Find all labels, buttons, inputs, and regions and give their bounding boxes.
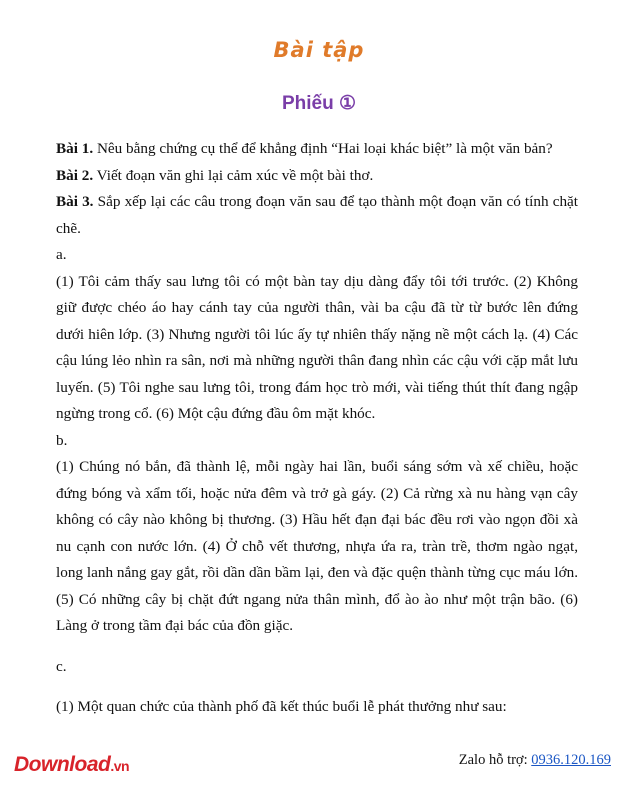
exercise-text: Viết đoạn văn ghi lại cảm xúc về một bài thơ. [96,166,374,184]
exercise-2 [56,163,578,190]
zalo-phone-link[interactable]: 0936.120.169 [531,752,611,768]
exercise-label: Bài 2. [56,166,94,184]
download-vn-logo[interactable] [14,753,129,777]
zalo-support [459,752,611,769]
exercise-text: Nêu bằng chứng cụ thể để khẳng định “Hai loại khác biệt” là một văn bản? [96,140,553,157]
zalo-label: Zalo hỗ trợ: [458,752,528,768]
document-body [56,136,578,721]
part-paragraph: (1) Chúng nó bắn, đã thành lệ, mỗi ngày hai lần, buổi sáng sớm và xế chiều, hoặc đứng bóng và xẩm tối, hoặc nửa đêm và trở gà gáy. (2) Cả rừng xà nu hàng vạn cây không có cây nào không bị thương. (3) Hầu hết đạn đại bác đều rơi vào ngọn đồi xà nu cạnh con nước lớn. (4) Ở chỗ vết thương, nhựa ứa ra, tràn trề, thơm ngào ngạt, long lanh nắng gay gắt, rồi dần dần bầm lại, đen và đặc quện thành từng cục máu lớn. (5) Có những cây bị chặt đứt ngang nửa thân mình, đổ ào ào như một trận bão. (6) Làng ở trong tầm đại bác của đồn giặc. [56,458,578,634]
logo-tld: .vn [110,758,130,774]
part-label: b. [56,431,68,449]
part-label: a. [56,246,67,263]
part-paragraph: (1) Tôi cảm thấy sau lưng tôi có một bàn tay dịu dàng đẩy tôi tới trước. (2) Không giữ được chéo áo hay cánh tay của người thân, vài ba cậu đã từ từ bước lên đứng dưới hiên lớp. (3) Nhưng người tôi lúc ấy tự nhiên thấy nặng nề một cách lạ. (4) Các cậu lúng lẻo nhìn ra sân, nơi mà những người thân đang nhìn các cậu với cặp mắt lưu luyến. (5) Tôi nghe sau lưng tôi, trong đám học trò mới, vài tiếng thút thít đang ngập ngừng trong cổ. (6) Một cậu đứng đầu ôm mặt khóc. [56,272,578,422]
exercise-label: Bài 1. [56,140,94,157]
page-title: Bài tập [273,38,365,62]
exercise-label: Bài 3. [56,193,94,210]
worksheet-subtitle: Phiếu ① [281,93,357,114]
logo-text: Download [14,753,111,776]
part-label: c. [56,657,67,675]
exercise-1 [56,136,578,163]
exercise-text: Sắp xếp lại các câu trong đoạn văn sau để tạo thành một đoạn văn có tính chặt chẽ. [56,193,578,237]
part-paragraph: (1) Một quan chức của thành phố đã kết thúc buổi lễ phát thưởng như sau: [56,698,507,715]
exercise-3 [56,189,578,242]
